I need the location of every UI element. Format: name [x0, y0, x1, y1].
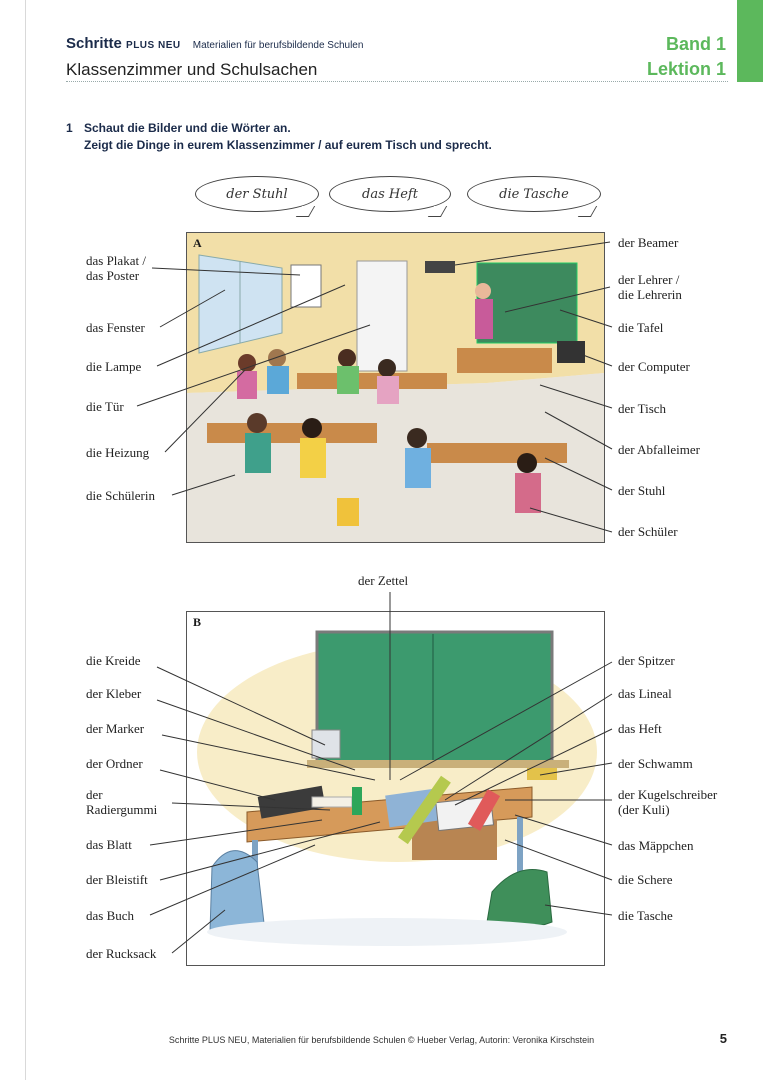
label-schere: die Schere — [618, 872, 673, 887]
label-plakat — [86, 253, 146, 283]
label-schuelerin: die Schülerin — [86, 488, 155, 503]
speech-bubble-1 — [195, 176, 319, 212]
label-kleber: der Kleber — [86, 686, 142, 701]
page-title: Klassenzimmer und Schulsachen — [66, 60, 318, 79]
label-schueler: der Schüler — [618, 524, 678, 539]
brand-plus: PLUS NEU — [126, 40, 181, 51]
label-bleistift: der Bleistift — [86, 872, 148, 887]
label-stuhl: der Stuhl — [618, 483, 666, 498]
speech-bubble-3 — [467, 176, 601, 212]
label-fenster: das Fenster — [86, 320, 145, 335]
task-instruction — [66, 120, 492, 154]
bubble-tail — [428, 206, 447, 217]
brand — [66, 35, 363, 52]
label-tafel: die Tafel — [618, 320, 664, 335]
label-radiergummi — [86, 787, 157, 817]
picture-letter: B — [193, 615, 202, 629]
brand-subtitle: Materialien für berufsbildende Schulen — [192, 40, 364, 51]
label-zettel: der Zettel — [358, 573, 409, 588]
label-heizung: die Heizung — [86, 445, 150, 460]
label-line: das Poster — [86, 268, 140, 283]
band-label: Band 1 — [665, 34, 726, 54]
label-lehrer — [618, 272, 682, 302]
label-tuer: die Tür — [86, 399, 124, 414]
bubble-text: die Tasche — [499, 186, 569, 202]
label-lineal: das Lineal — [618, 686, 672, 701]
label-tisch: der Tisch — [618, 401, 667, 416]
task-line-2: Zeigt die Dinge in eurem Klassenzimmer / auf eurem Tisch und sprecht. — [84, 138, 492, 152]
label-line: (der Kuli) — [618, 802, 670, 817]
header-divider — [66, 81, 728, 82]
lesson-label: Lektion 1 — [646, 59, 726, 79]
label-kreide: die Kreide — [86, 653, 141, 668]
label-line: der Kugelschreiber — [618, 787, 718, 802]
bubble-tail — [578, 206, 597, 217]
label-kugelschreiber — [618, 787, 717, 817]
label-ordner: der Ordner — [86, 756, 143, 771]
brand-name: Schritte — [66, 35, 122, 52]
task-number: 1 — [66, 121, 73, 135]
picture-b-desk — [186, 611, 605, 966]
label-line: die Lehrerin — [618, 287, 682, 302]
desk-illustration — [187, 612, 604, 965]
label-buch: das Buch — [86, 908, 135, 923]
label-tasche: die Tasche — [618, 908, 673, 923]
label-abfalleimer: der Abfalleimer — [618, 442, 700, 457]
bubble-text: das Heft — [362, 186, 418, 202]
page-number: 5 — [719, 1031, 727, 1046]
label-line: das Plakat / — [86, 253, 146, 268]
label-line: Radiergummi — [86, 802, 158, 817]
label-maeppchen: das Mäppchen — [618, 838, 694, 853]
speech-bubble-2 — [329, 176, 451, 212]
bubble-text: der Stuhl — [226, 186, 288, 202]
label-line: der — [86, 787, 103, 802]
task-line-1: Schaut die Bilder und die Wörter an. — [84, 121, 291, 135]
label-schwamm: der Schwamm — [618, 756, 693, 771]
label-heft: das Heft — [618, 721, 662, 736]
classroom-illustration — [187, 233, 604, 542]
picture-letter: A — [193, 236, 202, 250]
picture-a-classroom — [186, 232, 605, 543]
label-line: der Lehrer / — [618, 272, 680, 287]
label-beamer: der Beamer — [618, 235, 679, 250]
label-blatt: das Blatt — [86, 837, 132, 852]
footer-credit: Schritte PLUS NEU, Materialien für berufsbildende Schulen © Hueber Verlag, Autorin: Veronika Kirschstein — [168, 1035, 595, 1045]
label-spitzer: der Spitzer — [618, 653, 675, 668]
page-margin-rule — [25, 0, 26, 1080]
label-marker: der Marker — [86, 721, 145, 736]
bubble-tail — [296, 206, 315, 217]
label-lampe: die Lampe — [86, 359, 142, 374]
chapter-tab — [737, 0, 763, 82]
label-rucksack: der Rucksack — [86, 946, 157, 961]
label-computer: der Computer — [618, 359, 690, 374]
